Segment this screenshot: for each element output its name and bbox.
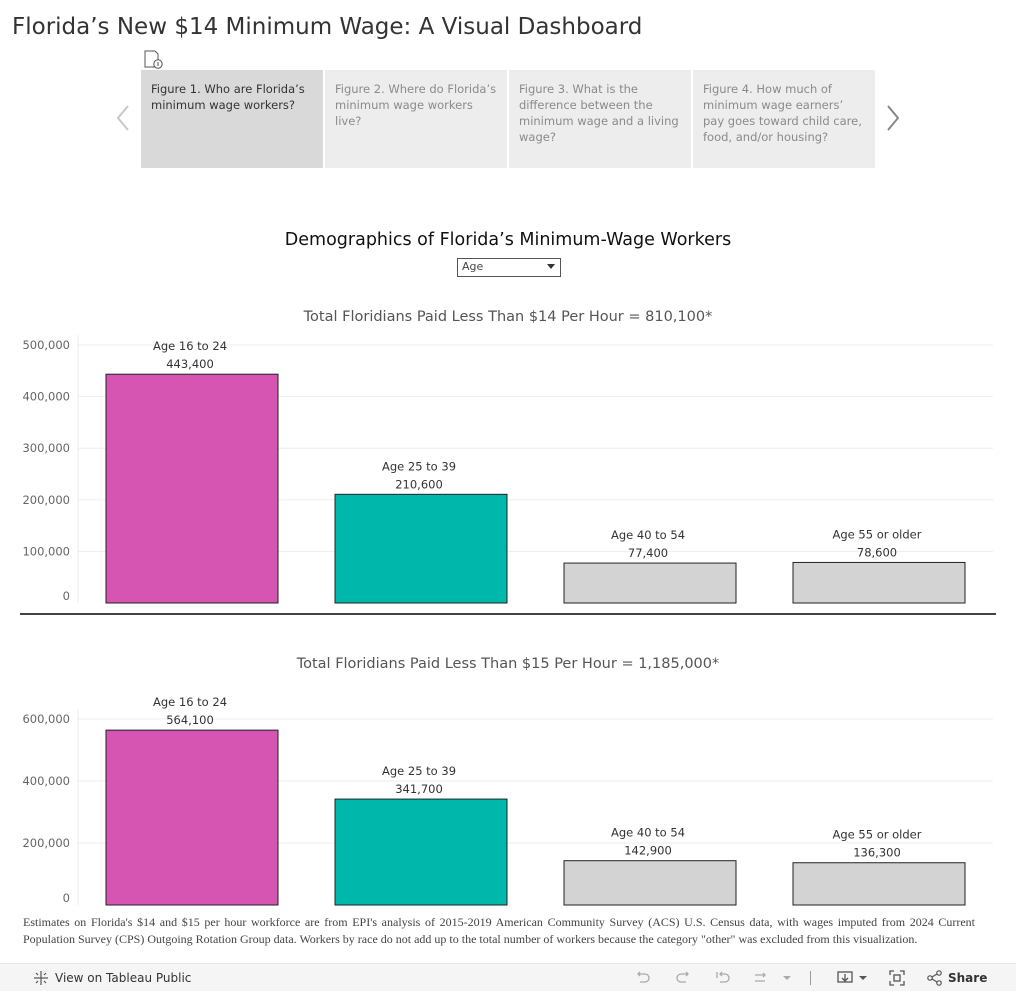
revert-icon[interactable] (714, 969, 732, 987)
bar-value-label: 210,600 (395, 477, 443, 492)
bar-value-label: 341,700 (395, 782, 443, 797)
bar[interactable] (106, 730, 278, 905)
caret-down-icon[interactable] (854, 969, 872, 987)
dashboard-title: Florida’s New $14 Minimum Wage: A Visual Dashboard (12, 14, 643, 40)
bar-category-label: Age 55 or older (832, 827, 922, 842)
story-point-label: Figure 1. Who are Florida’s minimum wage workers? (151, 82, 305, 112)
bar-value-label: 78,600 (856, 545, 898, 560)
share-label: Share (948, 971, 988, 985)
bar[interactable] (564, 861, 736, 905)
undo-icon[interactable] (634, 969, 652, 987)
footnote: Estimates on Florida's $14 and $15 per hour workforce are from EPI's analysis of 2015-2019 American Community Survey (ACS) U.S. Census data, with wages imputed from 2024 Current Population Survey (CPS) Outgoing Rotation Group data. Workers by race do not add up to the total number of workers because the category "other" was excluded from this visualization. (23, 915, 975, 946)
bar-value-label: 77,400 (627, 546, 669, 561)
bar-category-label: Age 16 to 24 (152, 339, 228, 354)
story-point-label: Figure 2. Where do Florida’s minimum wage workers live? (335, 82, 497, 128)
y-tick-label: 400,000 (22, 389, 70, 404)
share-button[interactable] (926, 969, 987, 987)
bar[interactable] (335, 799, 507, 905)
bar-value-label: 142,900 (624, 843, 672, 858)
chart-title-15: Total Floridians Paid Less Than $15 Per Hour = 1,185,000* (296, 656, 720, 672)
y-tick-label: 100,000 (22, 544, 70, 559)
redo-icon[interactable] (674, 969, 692, 987)
bar-value-label: 443,400 (166, 357, 214, 372)
bar-category-label: Age 25 to 39 (381, 459, 457, 474)
story-point-label: Figure 4. How much of minimum wage earners’ pay goes toward child care, food, and/or housing? (703, 82, 862, 144)
bar-category-label: Age 40 to 54 (610, 825, 686, 840)
view-on-tableau-public-link[interactable] (32, 969, 191, 987)
bar-category-label: Age 40 to 54 (610, 528, 686, 543)
bar-category-label: Age 16 to 24 (152, 695, 228, 710)
viz-title: Demographics of Florida’s Minimum-Wage Workers (284, 230, 732, 250)
chart-title-14: Total Floridians Paid Less Than $14 Per Hour = 810,100* (303, 309, 713, 325)
download-icon[interactable] (836, 969, 854, 987)
bar[interactable] (793, 863, 965, 905)
bar-value-label: 136,300 (853, 845, 901, 860)
refresh-icon[interactable] (752, 969, 770, 987)
y-tick-label: 200,000 (22, 836, 70, 850)
share-icon (926, 969, 944, 987)
bar-category-label: Age 55 or older (832, 527, 922, 542)
bar-value-label: 564,100 (166, 713, 214, 728)
filter-selected-value: Age (462, 260, 484, 273)
bar-category-label: Age 25 to 39 (381, 764, 457, 779)
y-tick-label: 500,000 (22, 338, 70, 352)
caret-down-icon[interactable] (778, 969, 796, 987)
y-tick-label: 400,000 (22, 774, 70, 788)
y-tick-label: 600,000 (22, 712, 70, 726)
y-tick-label: 0 (62, 891, 70, 905)
y-tick-label: 300,000 (22, 441, 70, 456)
toolbar-separator (810, 971, 811, 985)
tableau-toolbar (0, 963, 1016, 991)
y-tick-label: 200,000 (22, 492, 70, 507)
view-on-tableau-label: View on Tableau Public (55, 971, 192, 985)
y-tick-label: 0 (62, 589, 70, 603)
story-point-label: Figure 3. What is the difference between the minimum wage and a living wage? (519, 82, 679, 144)
fullscreen-icon[interactable] (888, 969, 906, 987)
tableau-logo-icon (32, 969, 50, 987)
